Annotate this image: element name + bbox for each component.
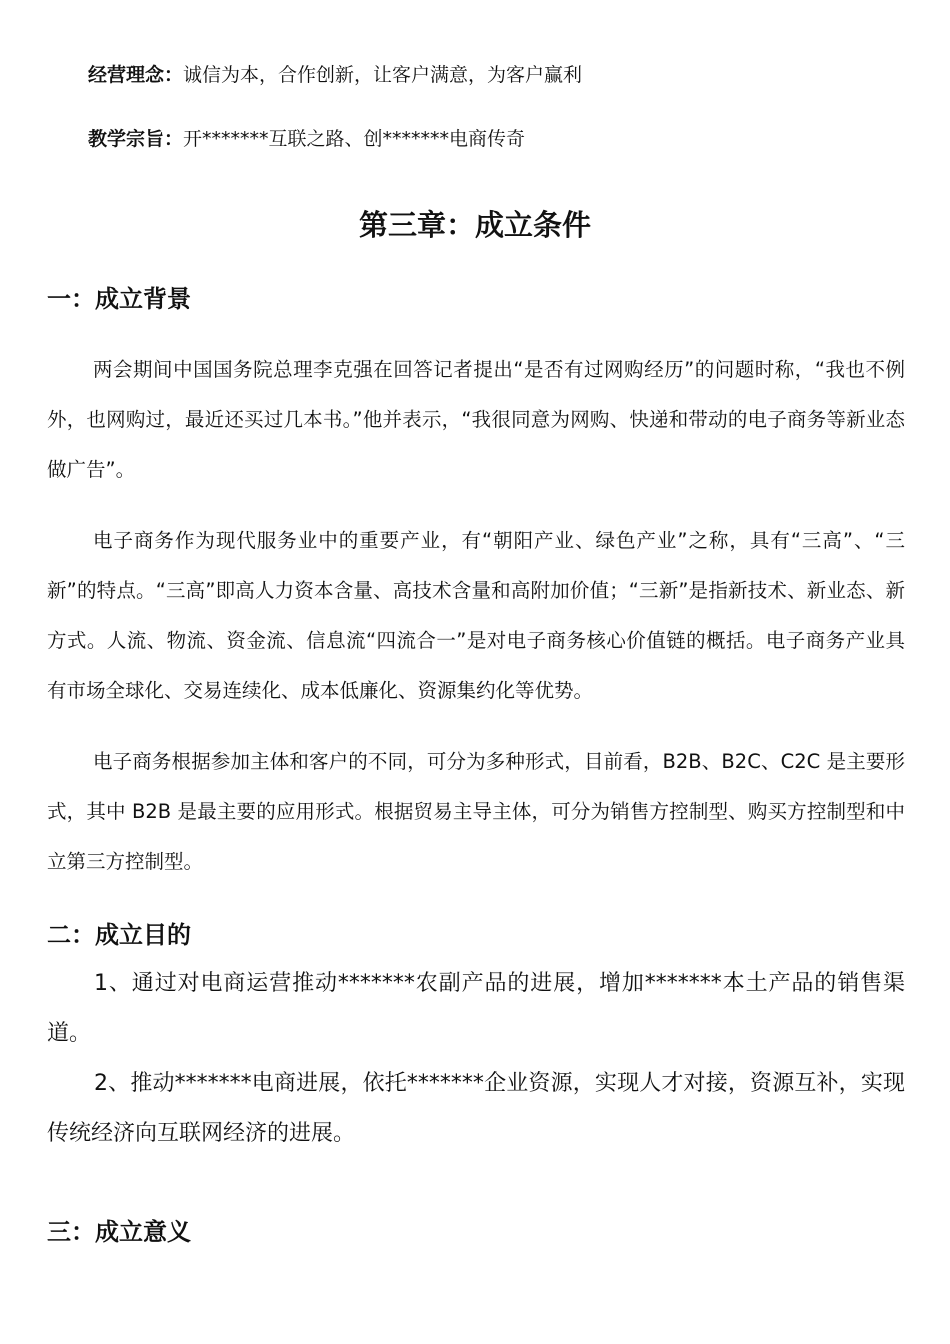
section-heading-significance: 三：成立意义 [47, 1218, 191, 1246]
background-paragraph-1: 两会期间中国国务院总理李克强在回答记者提出“是否有过网购经历”的问题时称，“我也不例外，也网购过，最近还买过几本书。”他并表示，“我很同意为网购、快递和带动的电子商务等新业态做广告”。 [47, 358, 905, 481]
purpose-item-1: 1、通过对电商运营推动*******农副产品的进展，增加*******本土产品的销售渠道。 [47, 971, 905, 1046]
purpose-item-2: 2、推动*******电商进展，依托*******企业资源，实现人才对接，资源互补，实现传统经济向互联网经济的进展。 [47, 1071, 905, 1146]
mission-line [88, 126, 525, 152]
mission-value: 开*******互联之路、创*******电商传奇 [183, 128, 526, 150]
philosophy-value: 诚信为本，合作创新，让客户满意，为客户赢利 [183, 64, 583, 86]
philosophy-line [88, 62, 582, 88]
philosophy-label: 经营理念： [88, 64, 184, 86]
background-paragraph-2: 电子商务作为现代服务业中的重要产业，有“朝阳产业、绿色产业”之称，具有“三高”、“三新”的特点。“三高”即高人力资本含量、高技术含量和高附加价值；“三新”是指新技术、新业态、新方式。人流、物流、资金流、信息流“四流合一”是对电子商务核心价值链的概括。电子商务产业具有市场全球化、交易连续化、成本低廉化、资源集约化等优势。 [47, 529, 905, 702]
mission-label: 教学宗旨： [88, 128, 184, 150]
section-heading-background: 一：成立背景 [47, 285, 191, 313]
chapter-title: 第三章：成立条件 [358, 208, 591, 242]
section-heading-purpose: 二：成立目的 [47, 921, 191, 949]
background-paragraph-3: 电子商务根据参加主体和客户的不同，可分为多种形式，目前看，B2B、B2C、C2C 是主要形式，其中 B2B 是最主要的应用形式。根据贸易主导主体，可分为销售方控制型、购买方控制型和中立第三方控制型。 [47, 750, 905, 873]
